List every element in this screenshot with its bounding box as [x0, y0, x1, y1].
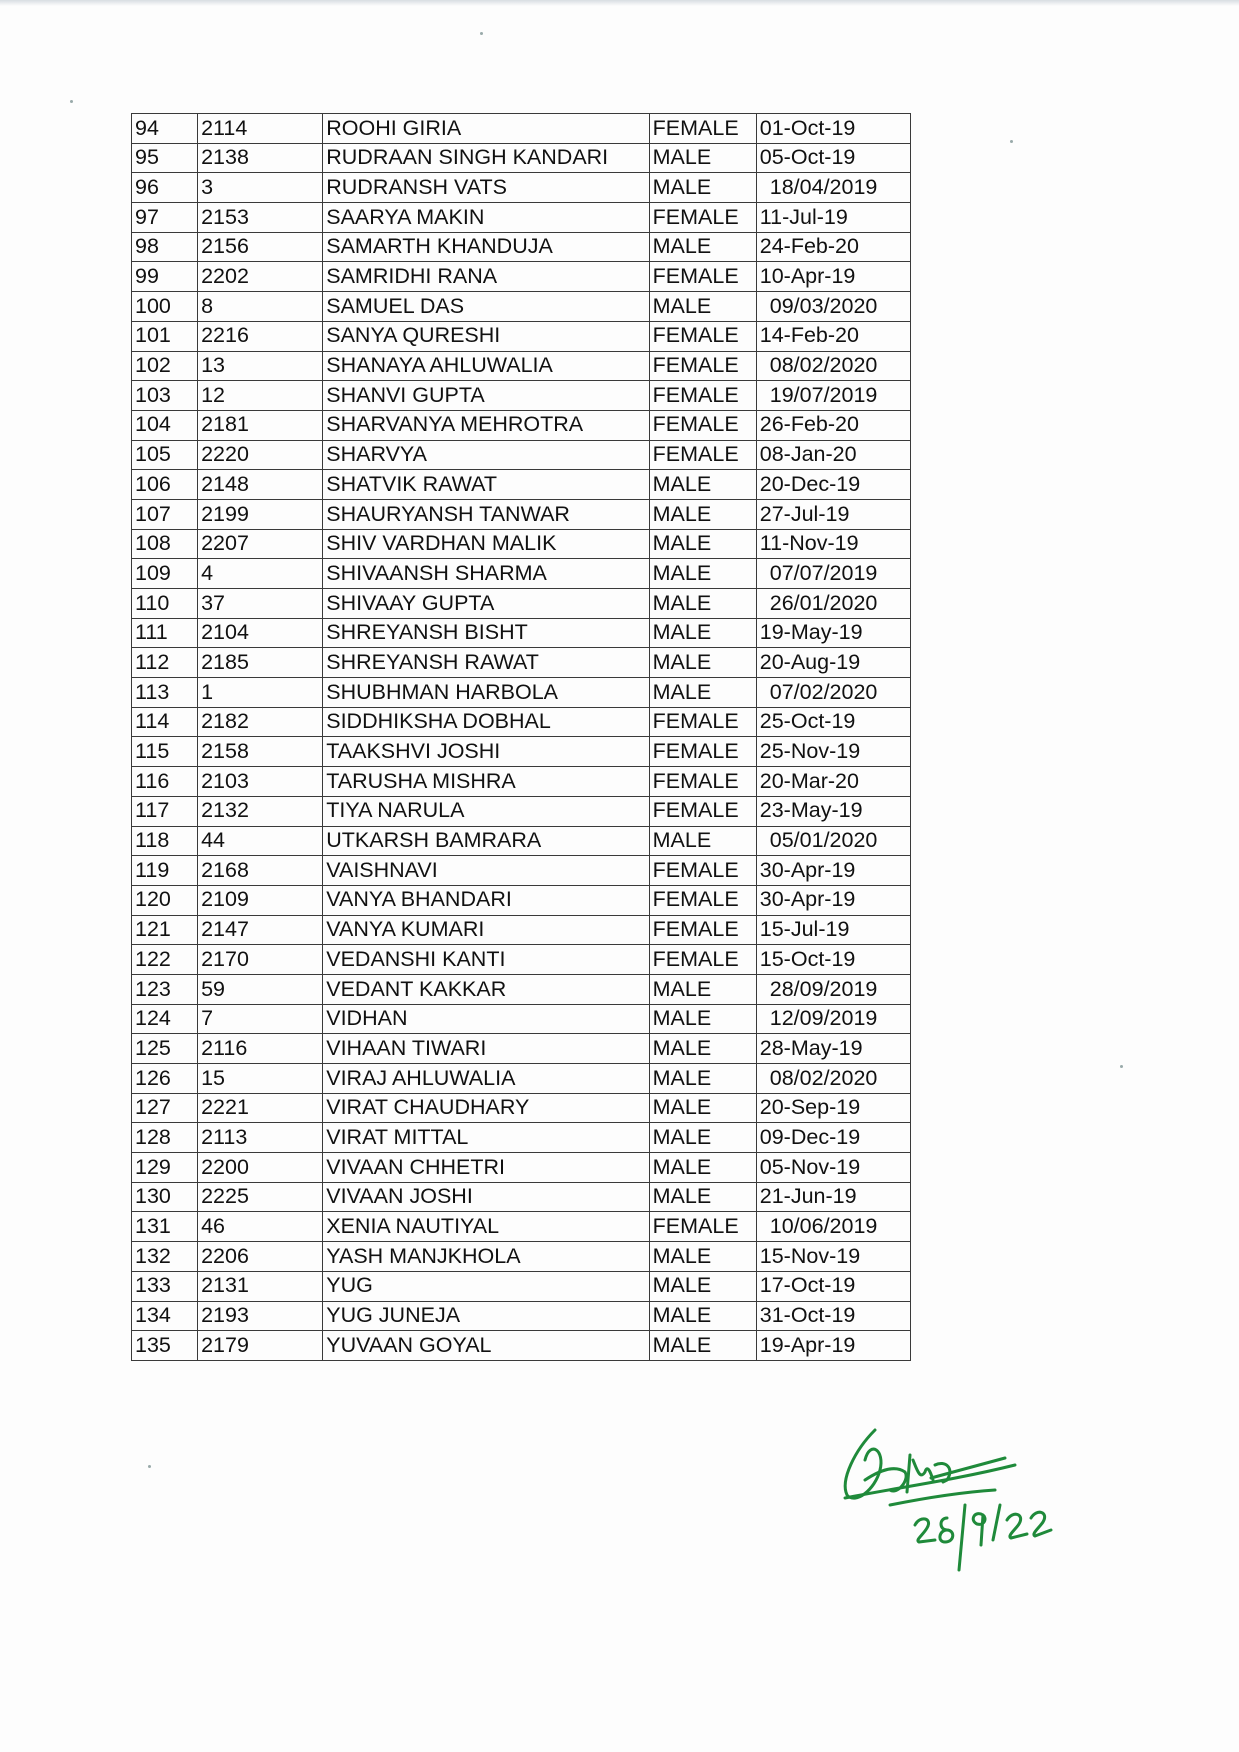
date-of-birth-text: 10/06/2019	[769, 1214, 878, 1239]
table-row	[132, 440, 911, 470]
admission-number-cell: 2185	[198, 648, 323, 678]
table-row	[132, 945, 911, 975]
date-of-birth-cell: 10-Apr-19	[756, 262, 910, 292]
serial-number-cell: 105	[132, 440, 198, 470]
admission-number-cell: 2202	[198, 262, 323, 292]
gender-cell: MALE	[649, 648, 756, 678]
gender-cell: MALE	[649, 1182, 756, 1212]
student-name-cell: VIRAJ AHLUWALIA	[323, 1064, 649, 1094]
admission-number-cell: 2156	[198, 232, 323, 262]
table-row	[132, 826, 911, 856]
date-of-birth-text: 19/07/2019	[769, 382, 878, 407]
date-of-birth-cell: 20-Aug-19	[756, 648, 910, 678]
serial-number-cell: 95	[132, 143, 198, 173]
admission-number-cell: 2109	[198, 885, 323, 915]
table-row	[132, 381, 911, 411]
serial-number-cell: 131	[132, 1212, 198, 1242]
admission-number-cell: 2148	[198, 470, 323, 500]
student-name-cell: VIRAT CHAUDHARY	[323, 1093, 649, 1123]
admission-number-cell: 2181	[198, 410, 323, 440]
gender-cell: MALE	[649, 618, 756, 648]
serial-number-cell: 102	[132, 351, 198, 381]
date-of-birth-cell: 23-May-19	[756, 796, 910, 826]
gender-cell: MALE	[649, 974, 756, 1004]
student-name-cell: VEDANT KAKKAR	[323, 974, 649, 1004]
student-name-cell: VIVAAN CHHETRI	[323, 1153, 649, 1183]
admission-number-cell: 2206	[198, 1242, 323, 1272]
student-name-cell: SAARYA MAKIN	[323, 203, 649, 233]
gender-cell: MALE	[649, 678, 756, 708]
admission-number-cell: 2216	[198, 321, 323, 351]
gender-cell: MALE	[649, 826, 756, 856]
admission-number-cell: 2220	[198, 440, 323, 470]
student-roll-body	[132, 114, 911, 1361]
admission-number-cell: 2182	[198, 707, 323, 737]
date-of-birth-cell	[756, 1004, 910, 1034]
gender-cell: MALE	[649, 499, 756, 529]
admission-number-cell: 3	[198, 173, 323, 203]
date-of-birth-cell: 11-Jul-19	[756, 203, 910, 233]
admission-number-cell: 2158	[198, 737, 323, 767]
date-of-birth-cell: 25-Oct-19	[756, 707, 910, 737]
admission-number-cell: 2114	[198, 114, 323, 144]
serial-number-cell: 124	[132, 1004, 198, 1034]
serial-number-cell: 112	[132, 648, 198, 678]
admission-number-cell: 2153	[198, 203, 323, 233]
date-of-birth-text: 08/02/2020	[769, 353, 878, 378]
gender-cell: FEMALE	[649, 410, 756, 440]
table-row	[132, 1242, 911, 1272]
date-of-birth-text: 12/09/2019	[769, 1006, 878, 1031]
date-of-birth-cell	[756, 589, 910, 619]
table-row	[132, 1004, 911, 1034]
scan-speck	[1120, 1065, 1123, 1068]
admission-number-cell: 2103	[198, 767, 323, 797]
admission-number-cell: 2199	[198, 499, 323, 529]
admission-number-cell: 2168	[198, 856, 323, 886]
serial-number-cell: 98	[132, 232, 198, 262]
gender-cell: MALE	[649, 1093, 756, 1123]
scan-speck	[1010, 140, 1013, 143]
student-name-cell: VIVAAN JOSHI	[323, 1182, 649, 1212]
table-row	[132, 796, 911, 826]
student-name-cell: YUVAAN GOYAL	[323, 1331, 649, 1361]
serial-number-cell: 121	[132, 915, 198, 945]
student-name-cell: YUG JUNEJA	[323, 1301, 649, 1331]
serial-number-cell: 120	[132, 885, 198, 915]
admission-number-cell: 2193	[198, 1301, 323, 1331]
student-name-cell: RUDRANSH VATS	[323, 173, 649, 203]
student-name-cell: SHREYANSH BISHT	[323, 618, 649, 648]
table-row	[132, 1123, 911, 1153]
serial-number-cell: 130	[132, 1182, 198, 1212]
admission-number-cell: 2138	[198, 143, 323, 173]
table-row	[132, 618, 911, 648]
table-row	[132, 1153, 911, 1183]
admission-number-cell: 2200	[198, 1153, 323, 1183]
gender-cell: MALE	[649, 1064, 756, 1094]
table-row	[132, 1301, 911, 1331]
table-row	[132, 678, 911, 708]
date-of-birth-cell: 19-Apr-19	[756, 1331, 910, 1361]
table-row	[132, 559, 911, 589]
serial-number-cell: 122	[132, 945, 198, 975]
student-name-cell: TAAKSHVI JOSHI	[323, 737, 649, 767]
admission-number-cell: 2225	[198, 1182, 323, 1212]
serial-number-cell: 135	[132, 1331, 198, 1361]
scan-edge	[0, 0, 1239, 6]
date-of-birth-cell	[756, 292, 910, 322]
date-of-birth-cell	[756, 351, 910, 381]
date-of-birth-cell: 26-Feb-20	[756, 410, 910, 440]
admission-number-cell: 59	[198, 974, 323, 1004]
admission-number-cell: 12	[198, 381, 323, 411]
serial-number-cell: 103	[132, 381, 198, 411]
gender-cell: MALE	[649, 1123, 756, 1153]
student-name-cell: VIRAT MITTAL	[323, 1123, 649, 1153]
student-name-cell: SHUBHMAN HARBOLA	[323, 678, 649, 708]
gender-cell: MALE	[649, 1301, 756, 1331]
admission-number-cell: 2179	[198, 1331, 323, 1361]
gender-cell: FEMALE	[649, 203, 756, 233]
serial-number-cell: 133	[132, 1271, 198, 1301]
date-of-birth-text: 09/03/2020	[769, 293, 878, 318]
serial-number-cell: 109	[132, 559, 198, 589]
date-of-birth-cell: 09-Dec-19	[756, 1123, 910, 1153]
serial-number-cell: 119	[132, 856, 198, 886]
date-of-birth-cell: 28-May-19	[756, 1034, 910, 1064]
table-row	[132, 203, 911, 233]
scan-speck	[480, 32, 483, 35]
serial-number-cell: 100	[132, 292, 198, 322]
table-row	[132, 351, 911, 381]
student-name-cell: SANYA QURESHI	[323, 321, 649, 351]
date-of-birth-cell	[756, 173, 910, 203]
table-row	[132, 856, 911, 886]
student-name-cell: SHANAYA AHLUWALIA	[323, 351, 649, 381]
table-row	[132, 767, 911, 797]
gender-cell: MALE	[649, 173, 756, 203]
student-name-cell: YASH MANJKHOLA	[323, 1242, 649, 1272]
student-name-cell: SHANVI GUPTA	[323, 381, 649, 411]
serial-number-cell: 125	[132, 1034, 198, 1064]
scan-speck	[148, 1465, 151, 1468]
date-of-birth-text: 07/07/2019	[769, 560, 878, 585]
table-row	[132, 470, 911, 500]
table-row	[132, 648, 911, 678]
gender-cell: FEMALE	[649, 707, 756, 737]
date-of-birth-cell	[756, 1212, 910, 1242]
student-name-cell: VEDANSHI KANTI	[323, 945, 649, 975]
date-of-birth-cell	[756, 974, 910, 1004]
student-name-cell: VANYA BHANDARI	[323, 885, 649, 915]
table-row	[132, 143, 911, 173]
gender-cell: FEMALE	[649, 321, 756, 351]
date-of-birth-cell: 15-Oct-19	[756, 945, 910, 975]
admission-number-cell: 4	[198, 559, 323, 589]
gender-cell: FEMALE	[649, 262, 756, 292]
serial-number-cell: 104	[132, 410, 198, 440]
date-of-birth-cell: 20-Sep-19	[756, 1093, 910, 1123]
admission-number-cell: 2207	[198, 529, 323, 559]
table-row	[132, 114, 911, 144]
table-row	[132, 1331, 911, 1361]
gender-cell: MALE	[649, 1153, 756, 1183]
serial-number-cell: 113	[132, 678, 198, 708]
table-row	[132, 232, 911, 262]
serial-number-cell: 111	[132, 618, 198, 648]
gender-cell: FEMALE	[649, 737, 756, 767]
gender-cell: FEMALE	[649, 440, 756, 470]
table-row	[132, 589, 911, 619]
table-row	[132, 173, 911, 203]
gender-cell: MALE	[649, 1242, 756, 1272]
table-row	[132, 1034, 911, 1064]
student-name-cell: SHARVYA	[323, 440, 649, 470]
table-row	[132, 1064, 911, 1094]
date-of-birth-cell: 24-Feb-20	[756, 232, 910, 262]
admission-number-cell: 44	[198, 826, 323, 856]
table-row	[132, 707, 911, 737]
admission-number-cell: 2113	[198, 1123, 323, 1153]
student-name-cell: SHARVANYA MEHROTRA	[323, 410, 649, 440]
gender-cell: MALE	[649, 559, 756, 589]
handwritten-signature	[835, 1410, 1075, 1580]
date-of-birth-cell: 27-Jul-19	[756, 499, 910, 529]
serial-number-cell: 128	[132, 1123, 198, 1153]
student-name-cell: RUDRAAN SINGH KANDARI	[323, 143, 649, 173]
student-name-cell: SAMRIDHI RANA	[323, 262, 649, 292]
date-of-birth-text: 28/09/2019	[769, 976, 878, 1001]
serial-number-cell: 101	[132, 321, 198, 351]
date-of-birth-cell: 05-Oct-19	[756, 143, 910, 173]
serial-number-cell: 118	[132, 826, 198, 856]
admission-number-cell: 2147	[198, 915, 323, 945]
date-of-birth-cell: 11-Nov-19	[756, 529, 910, 559]
serial-number-cell: 107	[132, 499, 198, 529]
table-row	[132, 885, 911, 915]
serial-number-cell: 132	[132, 1242, 198, 1272]
admission-number-cell: 15	[198, 1064, 323, 1094]
table-row	[132, 1093, 911, 1123]
gender-cell: FEMALE	[649, 1212, 756, 1242]
student-name-cell: TIYA NARULA	[323, 796, 649, 826]
student-name-cell: SAMUEL DAS	[323, 292, 649, 322]
gender-cell: MALE	[649, 1331, 756, 1361]
serial-number-cell: 97	[132, 203, 198, 233]
gender-cell: FEMALE	[649, 767, 756, 797]
gender-cell: FEMALE	[649, 915, 756, 945]
serial-number-cell: 110	[132, 589, 198, 619]
student-name-cell: VAISHNAVI	[323, 856, 649, 886]
admission-number-cell: 7	[198, 1004, 323, 1034]
student-name-cell: VANYA KUMARI	[323, 915, 649, 945]
gender-cell: FEMALE	[649, 945, 756, 975]
date-of-birth-text: 05/01/2020	[769, 828, 878, 853]
student-name-cell: XENIA NAUTIYAL	[323, 1212, 649, 1242]
date-of-birth-cell: 21-Jun-19	[756, 1182, 910, 1212]
date-of-birth-cell: 15-Nov-19	[756, 1242, 910, 1272]
gender-cell: MALE	[649, 232, 756, 262]
admission-number-cell: 2132	[198, 796, 323, 826]
date-of-birth-cell: 19-May-19	[756, 618, 910, 648]
serial-number-cell: 127	[132, 1093, 198, 1123]
gender-cell: MALE	[649, 470, 756, 500]
student-name-cell: SHREYANSH RAWAT	[323, 648, 649, 678]
table-row	[132, 1212, 911, 1242]
date-of-birth-cell	[756, 826, 910, 856]
admission-number-cell: 8	[198, 292, 323, 322]
admission-number-cell: 2131	[198, 1271, 323, 1301]
student-name-cell: VIDHAN	[323, 1004, 649, 1034]
serial-number-cell: 123	[132, 974, 198, 1004]
admission-number-cell: 2116	[198, 1034, 323, 1064]
student-name-cell: UTKARSH BAMRARA	[323, 826, 649, 856]
serial-number-cell: 114	[132, 707, 198, 737]
date-of-birth-text: 26/01/2020	[769, 590, 878, 615]
gender-cell: FEMALE	[649, 856, 756, 886]
gender-cell: MALE	[649, 1004, 756, 1034]
date-of-birth-cell: 20-Mar-20	[756, 767, 910, 797]
student-name-cell: ROOHI GIRIA	[323, 114, 649, 144]
gender-cell: MALE	[649, 529, 756, 559]
date-of-birth-cell: 17-Oct-19	[756, 1271, 910, 1301]
date-of-birth-cell	[756, 678, 910, 708]
serial-number-cell: 115	[132, 737, 198, 767]
admission-number-cell: 13	[198, 351, 323, 381]
student-name-cell: SHATVIK RAWAT	[323, 470, 649, 500]
serial-number-cell: 106	[132, 470, 198, 500]
admission-number-cell: 2104	[198, 618, 323, 648]
serial-number-cell: 99	[132, 262, 198, 292]
gender-cell: MALE	[649, 1271, 756, 1301]
serial-number-cell: 126	[132, 1064, 198, 1094]
student-name-cell: SHIVAAY GUPTA	[323, 589, 649, 619]
date-of-birth-text: 07/02/2020	[769, 679, 878, 704]
gender-cell: FEMALE	[649, 885, 756, 915]
admission-number-cell: 2170	[198, 945, 323, 975]
table-row	[132, 410, 911, 440]
gender-cell: FEMALE	[649, 796, 756, 826]
date-of-birth-cell: 31-Oct-19	[756, 1301, 910, 1331]
date-of-birth-cell: 30-Apr-19	[756, 885, 910, 915]
table-row	[132, 737, 911, 767]
student-name-cell: VIHAAN TIWARI	[323, 1034, 649, 1064]
gender-cell: MALE	[649, 292, 756, 322]
date-of-birth-cell	[756, 1064, 910, 1094]
admission-number-cell: 46	[198, 1212, 323, 1242]
date-of-birth-cell: 05-Nov-19	[756, 1153, 910, 1183]
serial-number-cell: 108	[132, 529, 198, 559]
date-of-birth-cell	[756, 381, 910, 411]
student-name-cell: TARUSHA MISHRA	[323, 767, 649, 797]
serial-number-cell: 129	[132, 1153, 198, 1183]
table-row	[132, 321, 911, 351]
admission-number-cell: 37	[198, 589, 323, 619]
admission-number-cell: 2221	[198, 1093, 323, 1123]
table-row	[132, 1182, 911, 1212]
date-of-birth-cell: 01-Oct-19	[756, 114, 910, 144]
serial-number-cell: 117	[132, 796, 198, 826]
serial-number-cell: 134	[132, 1301, 198, 1331]
table-row	[132, 1271, 911, 1301]
student-name-cell: YUG	[323, 1271, 649, 1301]
date-of-birth-cell: 30-Apr-19	[756, 856, 910, 886]
table-row	[132, 974, 911, 1004]
student-name-cell: SHIV VARDHAN MALIK	[323, 529, 649, 559]
table-row	[132, 529, 911, 559]
table-row	[132, 915, 911, 945]
gender-cell: MALE	[649, 143, 756, 173]
gender-cell: MALE	[649, 589, 756, 619]
date-of-birth-cell: 14-Feb-20	[756, 321, 910, 351]
date-of-birth-cell	[756, 559, 910, 589]
gender-cell: FEMALE	[649, 381, 756, 411]
serial-number-cell: 94	[132, 114, 198, 144]
serial-number-cell: 96	[132, 173, 198, 203]
date-of-birth-cell: 25-Nov-19	[756, 737, 910, 767]
date-of-birth-cell: 20-Dec-19	[756, 470, 910, 500]
scan-speck	[70, 100, 73, 103]
gender-cell: MALE	[649, 1034, 756, 1064]
gender-cell: FEMALE	[649, 351, 756, 381]
student-name-cell: SAMARTH KHANDUJA	[323, 232, 649, 262]
date-of-birth-cell: 08-Jan-20	[756, 440, 910, 470]
table-row	[132, 262, 911, 292]
date-of-birth-text: 18/04/2019	[769, 174, 878, 199]
table-row	[132, 499, 911, 529]
serial-number-cell: 116	[132, 767, 198, 797]
student-name-cell: SHAURYANSH TANWAR	[323, 499, 649, 529]
student-name-cell: SIDDHIKSHA DOBHAL	[323, 707, 649, 737]
table-row	[132, 292, 911, 322]
date-of-birth-cell: 15-Jul-19	[756, 915, 910, 945]
gender-cell: FEMALE	[649, 114, 756, 144]
date-of-birth-text: 08/02/2020	[769, 1065, 878, 1090]
admission-number-cell: 1	[198, 678, 323, 708]
student-name-cell: SHIVAANSH SHARMA	[323, 559, 649, 589]
student-roll-table	[131, 113, 911, 1361]
